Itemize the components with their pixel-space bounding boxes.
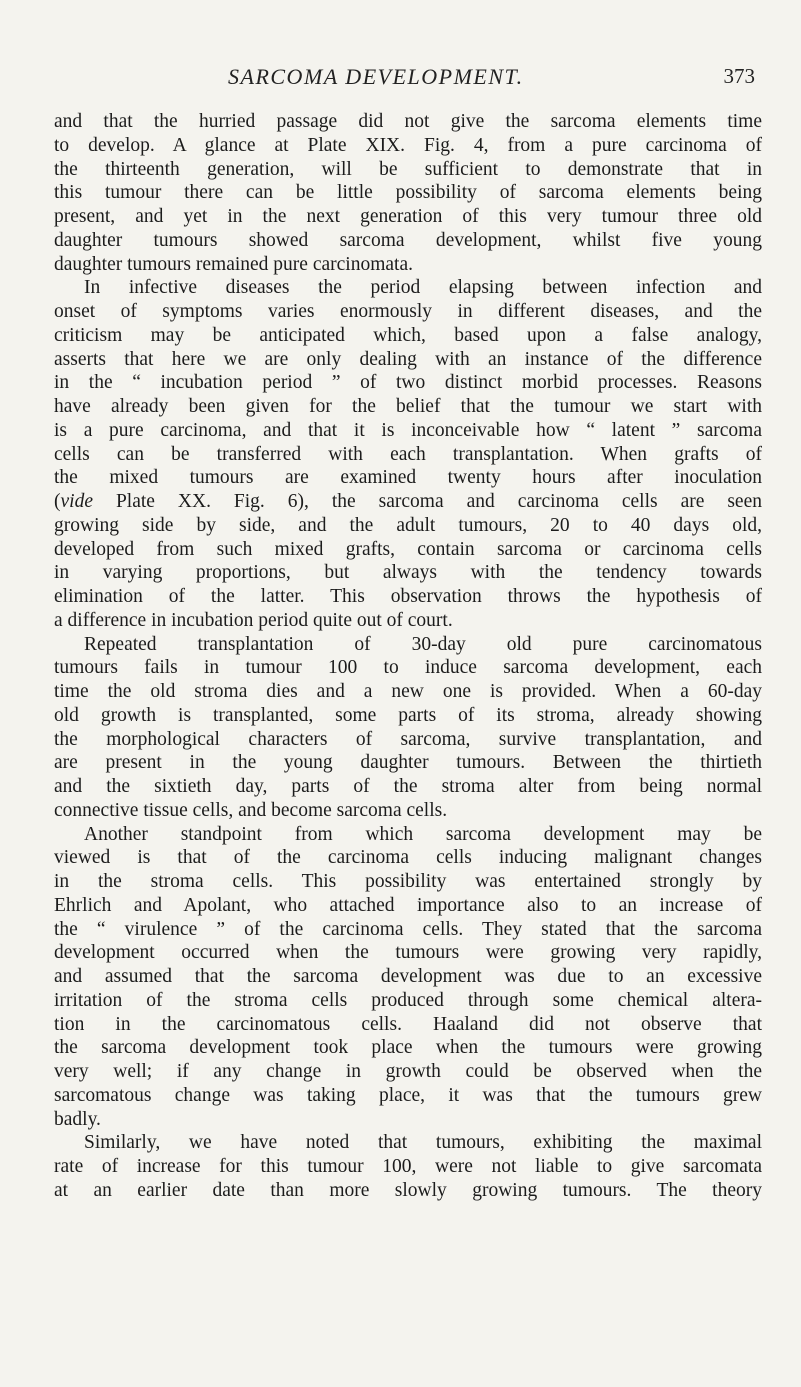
text-line: the sarcoma development took place when the tumours were growing	[54, 1037, 762, 1059]
text-line: In infective diseases the period elapsing between infection and	[84, 277, 762, 299]
italic-vide: vide	[60, 491, 93, 512]
text-line: old growth is transplanted, some parts of its stroma, already showing	[54, 704, 762, 726]
text-line: criticism may be anticipated which, based upon a false analogy,	[54, 324, 762, 346]
text-line: onset of symptoms varies enormously in different diseases, and the	[54, 301, 762, 322]
text-line: at an earlier date than more slowly growing tumours. The theory	[54, 1179, 762, 1201]
text-line: the “ virulence ” of the carcinoma cells. They stated that the sarcoma	[54, 918, 762, 940]
text-line: the morphological characters of sarcoma, survive transplantation, and	[54, 728, 762, 750]
text-line: a difference in incubation period quite out of court.	[54, 609, 453, 631]
text-line: are present in the young daughter tumours. Between the thirtieth	[54, 752, 762, 774]
text-line: elimination of the latter. This observation throws the hypothesis of	[54, 586, 762, 607]
text-line: tumours fails in tumour 100 to induce sarcoma development, each	[54, 657, 762, 679]
text-line: to develop. A glance at Plate XIX. Fig. 4, from a pure carcinoma of	[54, 134, 762, 156]
text-line: and the sixtieth day, parts of the stroma alter from being normal	[54, 776, 762, 797]
text-line: tion in the carcinomatous cells. Haaland did not observe that	[54, 1013, 762, 1035]
text-line: in the stroma cells. This possibility was entertained strongly by	[54, 871, 762, 892]
text-line: badly.	[54, 1108, 101, 1130]
text-line: sarcomatous change was taking place, it was that the tumours grew	[54, 1084, 762, 1106]
body-text	[54, 110, 762, 1203]
text-line: development occurred when the tumours were growing very rapidly,	[54, 942, 762, 964]
text-line: have already been given for the belief that the tumour we start with	[54, 396, 762, 417]
page-number: 373	[723, 64, 755, 88]
text-line: daughter tumours showed sarcoma development, whilst five young	[54, 229, 762, 251]
page-header	[0, 64, 801, 94]
text-line: developed from such mixed grafts, contain sarcoma or carcinoma cells	[54, 538, 762, 560]
text-line: present, and yet in the next generation of this very tumour three old	[54, 206, 762, 227]
text-line: Ehrlich and Apolant, who attached importance also to an increase of	[54, 894, 762, 916]
text-line: the mixed tumours are examined twenty hours after inoculation	[54, 467, 762, 489]
text-line: connective tissue cells, and become sarcoma cells.	[54, 799, 448, 821]
text-line: the thirteenth generation, will be sufficient to demonstrate that in	[54, 158, 762, 180]
text-line: rate of increase for this tumour 100, were not liable to give sarcomata	[54, 1156, 762, 1177]
text-line: irritation of the stroma cells produced through some chemical altera-	[54, 989, 762, 1011]
text-line: Similarly, we have noted that tumours, exhibiting the maximal	[84, 1132, 762, 1154]
text-line: and that the hurried passage did not give the sarcoma elements time	[54, 111, 762, 132]
running-title: SARCOMA DEVELOPMENT.	[228, 64, 524, 89]
text-line: very well; if any change in growth could be observed when the	[54, 1061, 762, 1082]
text-line: and assumed that the sarcoma development was due to an excessive	[54, 966, 762, 987]
text-line: growing side by side, and the adult tumours, 20 to 40 days old,	[54, 514, 762, 536]
text-line: in varying proportions, but always with the tendency towards	[54, 562, 762, 584]
text-line: Another standpoint from which sarcoma development may be	[84, 823, 762, 845]
text-line: daughter tumours remained pure carcinomata.	[54, 253, 413, 275]
text-line: is a pure carcinoma, and that it is inconceivable how “ latent ” sarcoma	[54, 419, 762, 441]
text-line: time the old stroma dies and a new one is provided. When a 60-day	[54, 681, 762, 702]
text-line: in the “ incubation period ” of two distinct morbid processes. Reasons	[54, 372, 762, 394]
text-line: Repeated transplantation of 30-day old pure carcinomatous	[84, 633, 762, 655]
text-line: cells can be transferred with each transplantation. When grafts of	[54, 443, 762, 465]
text-line: viewed is that of the carcinoma cells inducing malignant changes	[54, 847, 762, 869]
text-line: this tumour there can be little possibility of sarcoma elements being	[54, 182, 762, 204]
text-line: (vide Plate XX. Fig. 6), the sarcoma and carcinoma cells are seen	[54, 491, 762, 512]
text-line: asserts that here we are only dealing with an instance of the difference	[54, 348, 762, 370]
